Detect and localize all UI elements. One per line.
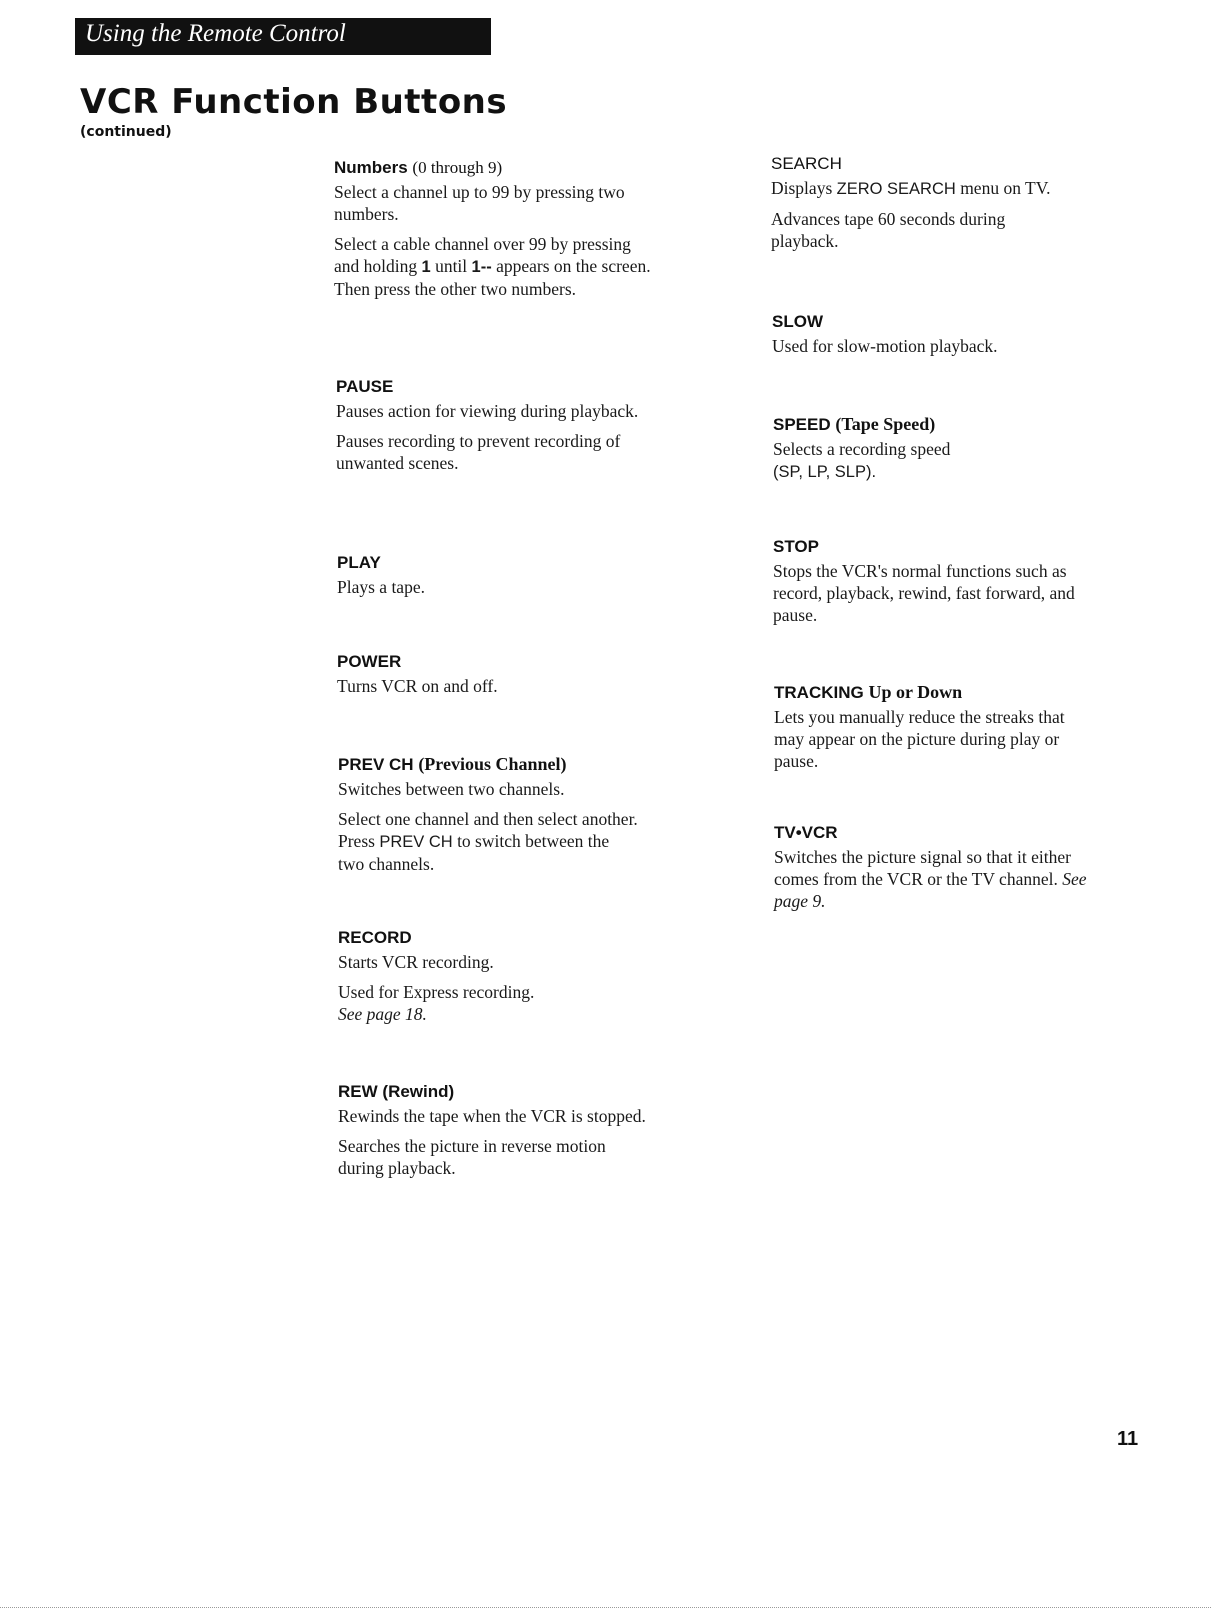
entry-text: Select a channel up to 99 by pressing two numbers. [334, 182, 625, 224]
entry-text: Select one channel and then select another. Press PREV CH to switch between the two channels. [338, 809, 638, 874]
entry-title: TV•VCR [774, 823, 838, 842]
page-reference: See page 9. [774, 869, 1087, 911]
bottom-rule [0, 1607, 1211, 1609]
entry-text: Advances tape 60 seconds during playback. [771, 209, 1006, 251]
entry-text: Pauses recording to prevent recording of unwanted scenes. [336, 431, 621, 473]
entry-title [773, 413, 1093, 436]
entry-text: Starts VCR recording. [338, 952, 494, 972]
entry-text: Selects a recording speed (SP, LP, SLP). [773, 439, 951, 481]
entry-title: PLAY [337, 553, 381, 572]
entry-power [337, 651, 657, 705]
entry-tracking [774, 681, 1084, 780]
page-number: 11 [1117, 1428, 1139, 1450]
entry-title-qualifier: Up or Down [868, 682, 963, 702]
entry-title-qualifier: (Previous Channel) [418, 754, 567, 774]
page-title: VCR Function Buttons [80, 82, 508, 122]
entry-play [337, 552, 657, 606]
entry-text: Used for Express recording. See page 18. [338, 982, 535, 1024]
entry-stop [773, 536, 1088, 634]
entry-title: SEARCH [771, 154, 842, 173]
entry-numbers [334, 157, 654, 308]
page-subtitle: (continued) [80, 124, 172, 140]
entry-search [771, 153, 1101, 260]
page-reference: See page 18. [338, 1004, 427, 1024]
key-label: 1 [421, 258, 431, 276]
entry-title-label: SPEED [773, 415, 831, 434]
entry-tv-vcr [774, 822, 1094, 920]
entry-text: Lets you manually reduce the streaks that may appear on the picture during play or pause. [774, 707, 1065, 771]
entry-text: Switches between two channels. [338, 779, 565, 799]
entry-title-label: PREV CH [338, 755, 414, 774]
entry-title-qualifier: (Rewind) [382, 1082, 455, 1101]
entry-text: Searches the picture in reverse motion during playback. [338, 1136, 606, 1178]
section-header-text: Using the Remote Control [85, 20, 346, 47]
entry-text: Displays ZERO SEARCH menu on TV. [771, 178, 1051, 198]
entry-text: Switches the picture signal so that it either comes from the VCR or the TV channel. See page 9. [774, 847, 1087, 911]
key-label: PREV CH [379, 833, 453, 851]
entry-text: Turns VCR on and off. [337, 676, 498, 696]
entry-pause [336, 376, 656, 482]
entry-title: SLOW [772, 312, 823, 331]
entry-title-label: TRACKING [774, 683, 864, 702]
entry-title-label: Numbers [334, 158, 408, 177]
entry-title [774, 681, 1084, 704]
entry-rew [338, 1081, 648, 1187]
entry-prev-ch [338, 753, 638, 883]
speed-modes: (SP, LP, SLP). [773, 463, 877, 481]
entry-text: Rewinds the tape when the VCR is stopped. [338, 1106, 646, 1126]
entry-slow [772, 311, 1092, 365]
entry-title-qualifier: (0 through 9) [412, 158, 503, 177]
section-header-bar [75, 18, 491, 55]
entry-text: Select a cable channel over 99 by pressing and holding 1 until 1-- appears on the screen. Then press the other two numbers. [334, 234, 651, 299]
entry-title: PAUSE [336, 377, 394, 396]
entry-title [338, 753, 638, 776]
display-text: 1-- [471, 258, 492, 276]
entry-speed [773, 413, 1093, 491]
entry-title [338, 1081, 648, 1103]
entry-title: STOP [773, 537, 819, 556]
entry-title [334, 157, 654, 179]
entry-title-label: REW [338, 1082, 378, 1101]
entry-text: Used for slow-motion playback. [772, 336, 998, 356]
entry-text: Stops the VCR's normal functions such as record, playback, rewind, fast forward, and pause. [773, 561, 1075, 625]
entry-title: RECORD [338, 928, 412, 947]
menu-name: ZERO SEARCH [836, 180, 956, 198]
entry-text: Pauses action for viewing during playback. [336, 401, 639, 421]
entry-title: POWER [337, 652, 402, 671]
entry-title-qualifier: (Tape Speed) [835, 414, 936, 434]
entry-record [338, 927, 658, 1033]
entry-text: Plays a tape. [337, 577, 425, 597]
